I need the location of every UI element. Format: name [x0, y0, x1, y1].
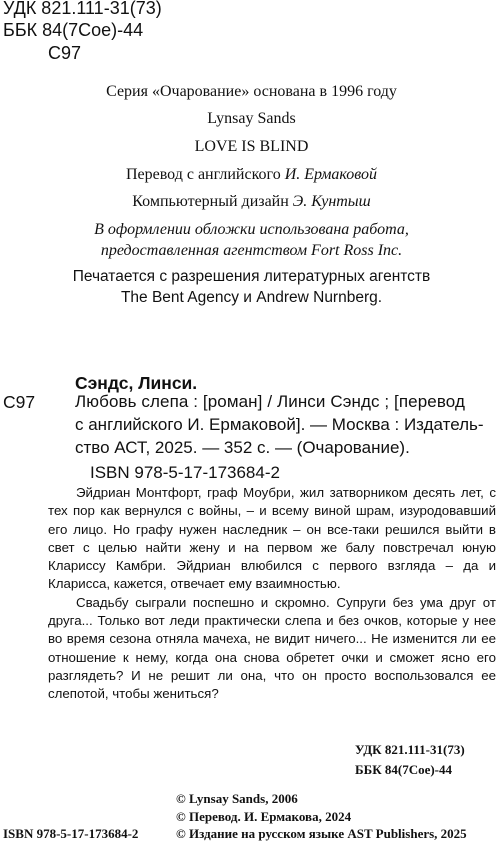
- record-line3: ство АСТ, 2025. — 352 с. — (Очарование).: [75, 438, 410, 457]
- annotation: [48, 484, 496, 704]
- cover-note-line1: В оформлении обложки использована работа,: [94, 221, 409, 238]
- cover-note-line2: предоставленная агентством Fort Ross Inc.: [100, 242, 403, 259]
- author-mark: С97: [48, 43, 82, 63]
- record-line1: Любовь слепа : [роман] / Линси Сэндс ; [перевод: [75, 392, 465, 411]
- footer-udk: УДК 821.111-31(73): [355, 742, 465, 757]
- record-mark: С97: [3, 392, 36, 412]
- annotation-paragraph-2: Свадьбу сыграли поспешно и скромно. Супруги без ума друг от друга... Только вот леди практически слепа и без очков, которые у нее во время сезона отняла мачеха, не видит ничего... Не изменится ли ее отношение к нему, когда она снова обретет очки и сможет ясно его разглядеть? И не решит ли она, что он просто воспользовался ее слепотой, чтобы жениться?: [48, 594, 496, 702]
- design-prefix: Компьютерный дизайн: [132, 193, 289, 210]
- copyright-translation: © Перевод. И. Ермакова, 2024: [176, 809, 352, 824]
- copyright-author: © Lynsay Sands, 2006: [176, 791, 298, 806]
- permission-line1: Печатается с разрешения литературных агентств: [72, 268, 431, 285]
- translation-prefix: Перевод с английского: [125, 166, 281, 183]
- copyright-edition: © Издание на русском языке AST Publishers, 2025: [176, 826, 467, 841]
- original-title: LOVE IS BLIND: [194, 138, 309, 155]
- record-heading: Сэндс, Линси.: [75, 373, 198, 393]
- design-credit: [0, 192, 503, 212]
- translator-name: И. Ермаковой: [284, 166, 378, 183]
- footer-isbn: ISBN 978-5-17-173684-2: [3, 826, 139, 841]
- series-note: Серия «Очарование» основана в 1996 году: [106, 83, 397, 100]
- footer-bbk: ББК 84(7Сое)-44: [355, 762, 453, 777]
- original-author: Lynsay Sands: [207, 110, 296, 127]
- record-isbn: ISBN 978-5-17-173684-2: [90, 463, 280, 482]
- bbk-label: ББК 84(7Сое)-44: [3, 20, 144, 40]
- annotation-paragraph-1: Эйдриан Монтфорт, граф Моубри, жил затворником десять лет, с тех пор как вернулся с войны, – и всему виной шрам, изуродовавший его лицо. Но графу нужен наследник – он все-таки решился выйти в свет с целью найти жену и на первом же балу повстречал юную Клариссу Камбри. Эйдриан влюбился с первого взгляда – да и Кларисса, кажется, отвечает ему взаимностью.: [48, 485, 496, 592]
- designer-name: Э. Кунтыш: [292, 193, 371, 210]
- translation-credit: [0, 165, 503, 185]
- udk-label: УДК 821.111-31(73): [3, 0, 162, 18]
- permission-line2: The Bent Agency и Andrew Nurnberg.: [120, 289, 383, 306]
- record-line2: с английского И. Ермаковой]. — Москва : Издатель-: [75, 415, 484, 434]
